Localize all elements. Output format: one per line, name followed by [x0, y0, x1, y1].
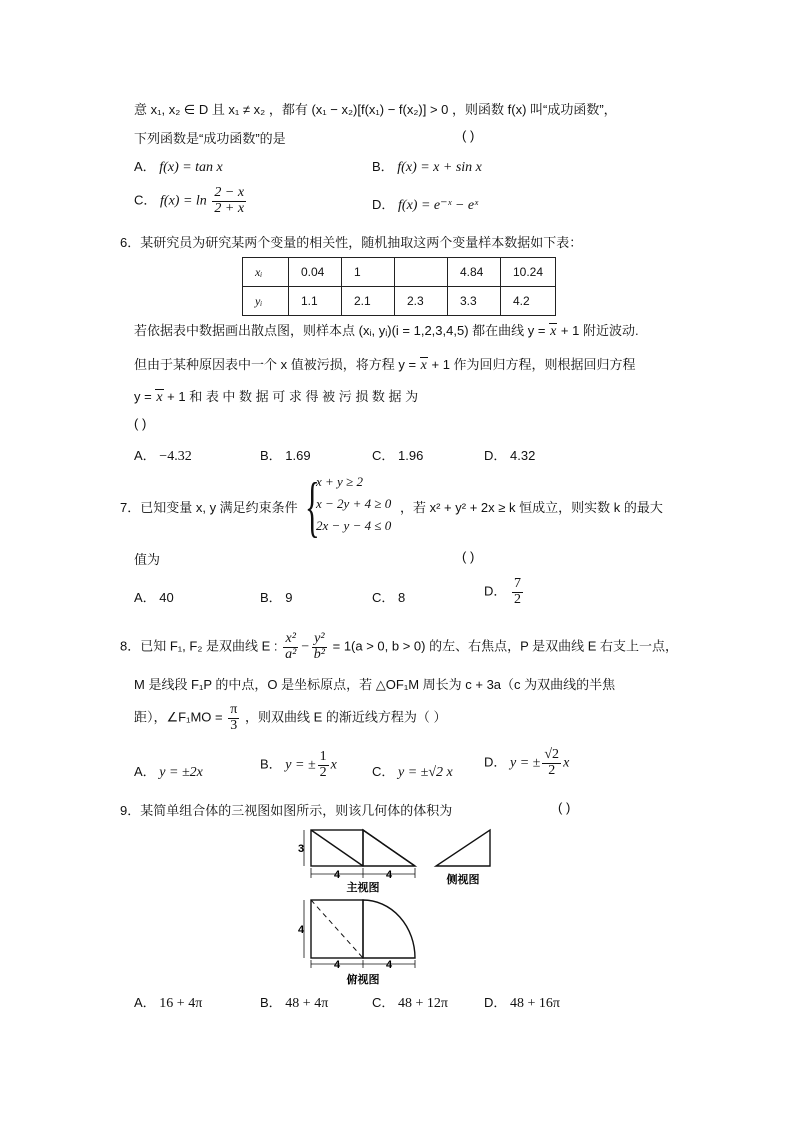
sqrt-expr: x: [156, 390, 163, 405]
option-letter: B．: [372, 159, 394, 174]
constraint-3: 2x − y − 4 ≤ 0: [316, 518, 392, 533]
dim-4-label: 4: [385, 869, 393, 881]
option-letter: D．: [484, 448, 507, 463]
q7-option-c: [372, 587, 405, 606]
q6-data-table: [242, 257, 556, 316]
three-view-figure: [290, 822, 510, 992]
frac-num: x²: [283, 632, 298, 648]
q5-answer-paren: ( ): [462, 128, 475, 143]
side-view: [436, 830, 490, 866]
q8-option-c: [372, 761, 453, 781]
option-letter: C．: [372, 764, 395, 779]
q6-option-c: [372, 445, 423, 464]
q7-option-b: [260, 587, 293, 606]
option-expr: x: [330, 757, 337, 773]
frac-y2-b2: [312, 632, 327, 662]
table-cell: 1: [342, 258, 395, 287]
q7-option-a: [134, 587, 174, 606]
option-value: 1.96: [398, 448, 424, 463]
option-fraction: [318, 750, 329, 780]
option-letter: C．: [372, 590, 395, 605]
table-cell: 2.1: [342, 287, 395, 316]
q9-stem: 9．某简单组合体的三视图如图所示，则该几何体的体积为: [120, 803, 453, 818]
option-letter: B．: [260, 756, 282, 772]
text-part: 但由于某种原因表中一个 x 值被污损，将方程 y =: [134, 357, 420, 372]
frac-den: 2: [514, 591, 522, 607]
frac-num: y²: [312, 632, 327, 648]
table-cell: 3.3: [448, 287, 501, 316]
text-part: ，则双曲线 E 的渐近线方程为（ ）: [244, 709, 447, 725]
option-letter: A．: [134, 764, 156, 779]
constraint-2: x − 2y + 4 ≥ 0: [316, 496, 392, 511]
option-expr: y = ±: [285, 757, 316, 773]
option-expr: f(x) = ln: [160, 193, 207, 209]
q8-line3: [134, 703, 446, 733]
dim-4-label: 4: [297, 924, 305, 936]
option-letter: A．: [134, 159, 156, 174]
option-letter: D．: [484, 995, 507, 1010]
q7-option-d: [484, 577, 525, 607]
q6-text1: [134, 320, 639, 340]
q9-answer-paren: ( ): [558, 800, 571, 815]
option-letter: B．: [260, 995, 282, 1010]
frac-num: 1: [319, 749, 327, 764]
text-part: = 1(a > 0, b > 0) 的左、右焦点，P 是双曲线 E 右支上一点，: [332, 638, 679, 654]
option-letter: A．: [134, 995, 156, 1010]
q5-option-d: [372, 194, 478, 214]
option-value: 9: [285, 590, 293, 605]
text-part: y =: [134, 389, 156, 404]
system-brace: {: [305, 468, 320, 544]
option-letter: C．: [372, 448, 395, 463]
q9-option-d: [484, 992, 560, 1012]
q8-line2: M 是线段 F₁P 的中点，O 是坐标原点，若 △OF₁M 周长为 c + 3a（c 为双曲线的半焦: [134, 677, 616, 692]
option-value: 40: [159, 590, 174, 605]
frac-den: 2: [548, 762, 556, 778]
frac-x2-a2: [283, 632, 298, 662]
option-fraction: [542, 748, 561, 778]
table-cell: 1.1: [289, 287, 342, 316]
q5-option-a: [134, 156, 223, 176]
q6-text3: [134, 386, 418, 406]
q8-line1: 8．已知 F₁, F₂ 是双曲线 E : $\frac{\text{x²}}{\text{a²}}$ − $\frac{\text{y²}}{\text{b²}}$ = 1(a > 0, b > 0) 的左、右焦点，P 是双曲线 E 右支上一点，: [120, 631, 679, 662]
option-expr: f(x) = x + sin x: [397, 160, 482, 175]
option-expr: 48 + 4π: [285, 996, 329, 1011]
q6-text2: [134, 354, 636, 374]
table-cell: 4.84: [448, 258, 501, 287]
q5-line1: 意 x₁, x₂ ∈ D 且 x₁ ≠ x₂ ，都有 (x₁ − x₂)[f(x₁) − f(x₂)] > 0 ，则函数 f(x) 叫“成功函数”，: [134, 102, 617, 117]
text-part: + 1 作为回归方程，则根据回归方程: [427, 357, 636, 372]
option-fraction: [212, 186, 246, 216]
option-letter: D．: [372, 197, 395, 212]
text-part: + 1 和 表 中 数 据 可 求 得 被 污 损 数 据 为: [163, 389, 419, 404]
q7-stem-c: 值为: [134, 552, 161, 567]
table-cell: 4.2: [501, 287, 556, 316]
table-cell: 0.04: [289, 258, 342, 287]
option-expr: y = ±: [510, 755, 541, 771]
q6-option-b: [260, 445, 311, 464]
dim-3-label: 3: [297, 843, 305, 855]
front-view-label: 主视图: [346, 882, 380, 894]
q5-line2: 下列函数是“成功函数”的是: [134, 131, 286, 146]
frac-den: 2: [319, 764, 327, 780]
text-part: 距），∠F₁MO =: [134, 709, 223, 725]
option-letter: A．: [134, 590, 156, 605]
frac-den: 2 + x: [214, 200, 245, 216]
option-value: −4.32: [159, 449, 192, 464]
option-expr: f(x) = tan x: [159, 160, 223, 175]
q6-stem: 6．某研究员为研究某两个变量的相关性，随机抽取这两个变量样本数据如下表：: [120, 235, 583, 250]
q8-option-b: [260, 750, 337, 780]
option-expr: 48 + 16π: [510, 996, 560, 1011]
q9-option-b: [260, 992, 328, 1012]
option-expr: y = ±2x: [159, 765, 203, 780]
top-view: [311, 900, 415, 958]
option-value: 1.69: [285, 448, 311, 463]
top-view-label: 俯视图: [346, 974, 380, 986]
option-value: 8: [398, 590, 406, 605]
table-cell: 2.3: [395, 287, 448, 316]
front-view: [311, 830, 415, 866]
frac-num: √2: [544, 747, 560, 762]
q6-option-d: [484, 445, 535, 464]
q9-option-a: [134, 992, 202, 1012]
dim-4-label: 4: [333, 959, 341, 971]
q5-option-b: [372, 156, 482, 176]
q7-stem-a: 7．已知变量 x, y 满足约束条件: [120, 500, 298, 515]
q6-option-a: [134, 445, 192, 465]
table-cell: 10.24: [501, 258, 556, 287]
side-view-label: 侧视图: [446, 874, 480, 886]
text-part: 8．已知 F₁, F₂ 是双曲线 E :: [120, 638, 278, 654]
table-row-x: [243, 258, 556, 287]
dim-4-label: 4: [333, 869, 341, 881]
text-part: 若依据表中数据画出散点图，则样本点 (xᵢ, yᵢ)(i = 1,2,3,4,5) 都在曲线 y =: [134, 323, 550, 338]
frac-den: 3: [230, 717, 238, 733]
q8-option-a: [134, 761, 203, 781]
dim-4-label: 4: [385, 959, 393, 971]
row-label-y: yᵢ: [243, 287, 289, 316]
option-letter: C．: [372, 995, 395, 1010]
option-value: 4.32: [510, 448, 536, 463]
q7-stem-b: ，若 x² + y² + 2x ≥ k 恒成立，则实数 k 的最大: [400, 500, 663, 515]
table-row-y: [243, 287, 556, 316]
frac-den: b²: [313, 646, 325, 662]
sqrt-expr: x: [420, 358, 427, 373]
q9-option-c: [372, 992, 448, 1012]
option-expr: 48 + 12π: [398, 996, 448, 1011]
text-part: + 1 附近波动.: [557, 323, 639, 338]
q5-option-c: [134, 186, 248, 216]
q7-answer-paren: ( ): [462, 549, 475, 564]
option-letter: D．: [484, 754, 507, 770]
row-label-x: xᵢ: [243, 258, 289, 287]
option-fraction: [512, 577, 523, 607]
option-expr: y = ±√2 x: [398, 765, 453, 780]
option-letter: A．: [134, 448, 156, 463]
sqrt-expr: x: [550, 324, 557, 339]
q8-option-d: [484, 748, 569, 778]
option-letter: C．: [134, 192, 157, 208]
option-expr: x: [563, 755, 570, 771]
frac-pi-3: [228, 703, 239, 733]
frac-num: π: [230, 702, 238, 717]
option-letter: B．: [260, 590, 282, 605]
frac-num: 2 − x: [214, 185, 245, 200]
option-letter: D．: [484, 583, 507, 599]
frac-num: 7: [514, 576, 522, 591]
frac-den: a²: [285, 646, 297, 662]
table-cell-smudged: [395, 258, 448, 287]
option-expr: f(x) = e⁻ˣ − eˣ: [398, 198, 479, 213]
constraint-1: x + y ≥ 2: [316, 474, 363, 489]
option-expr: 16 + 4π: [159, 996, 203, 1011]
q6-answer-paren: ( ): [134, 416, 147, 431]
option-letter: B．: [260, 448, 282, 463]
